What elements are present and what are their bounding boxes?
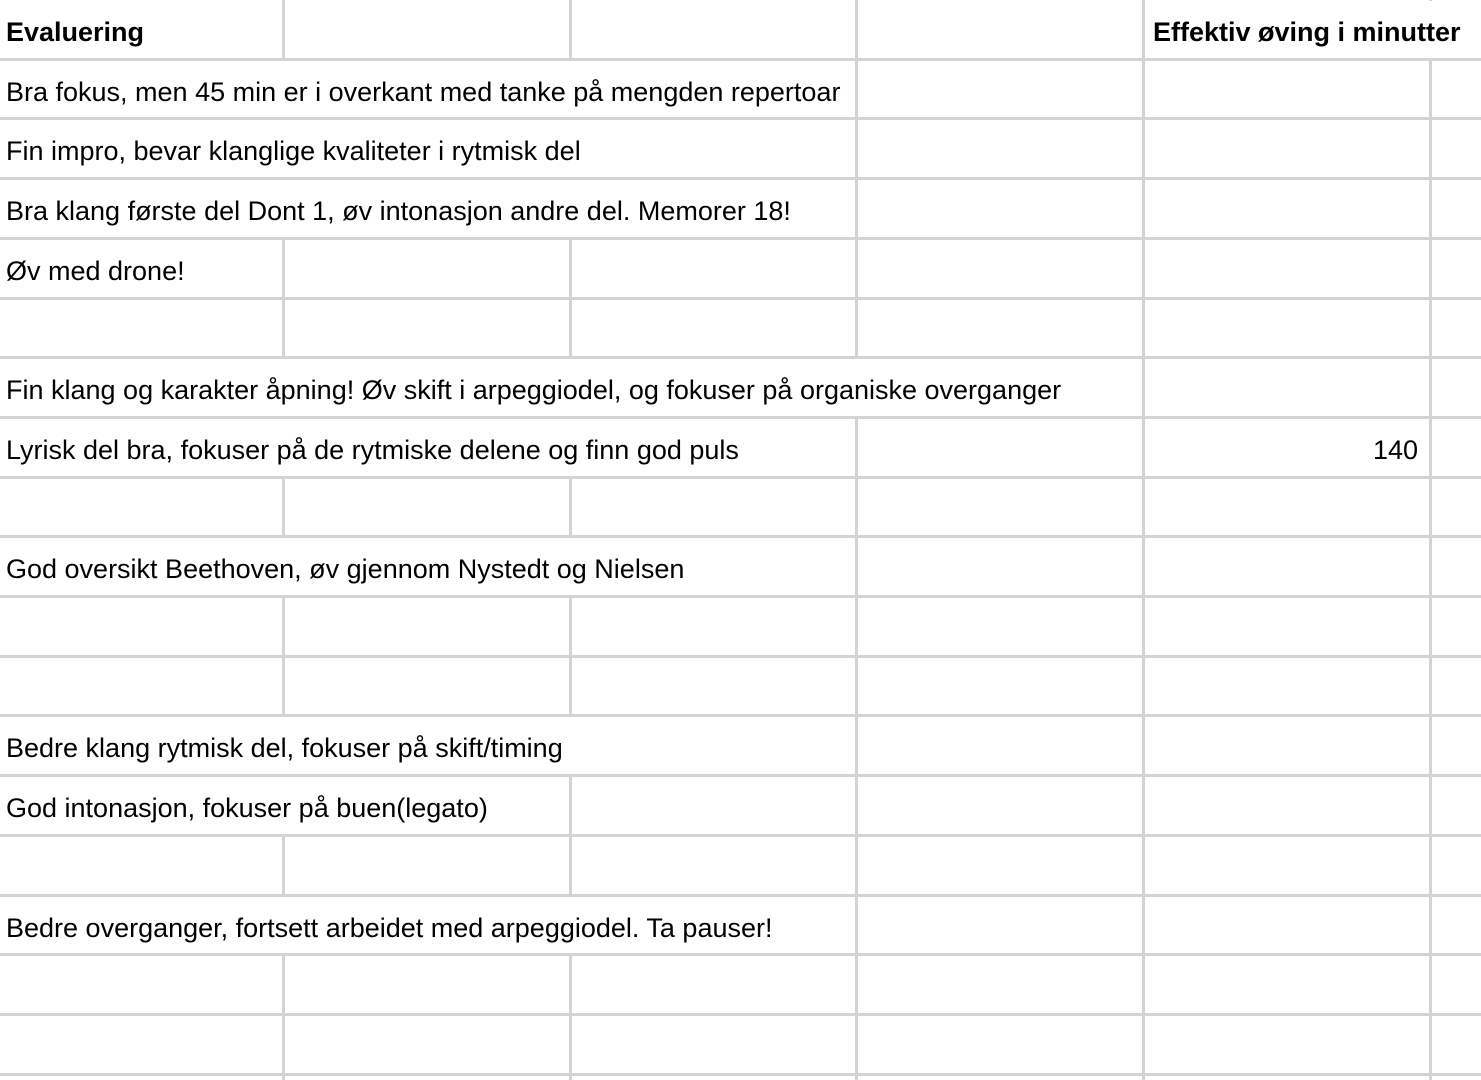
minutes-cell[interactable]: [1145, 61, 1428, 117]
minutes-cell[interactable]: [1145, 777, 1428, 834]
evaluation-cell[interactable]: [0, 479, 281, 535]
minutes-cell[interactable]: [1145, 479, 1428, 535]
evaluation-cell[interactable]: Bedre overganger, fortsett arbeidet med arpeggiodel. Ta pauser!: [0, 897, 854, 953]
minutes-cell[interactable]: [1145, 956, 1428, 1013]
minutes-cell[interactable]: [1145, 300, 1428, 356]
minutes-cell[interactable]: 140: [1372, 435, 1418, 465]
evaluation-cell[interactable]: Bra fokus, men 45 min er i overkant med tanke på mengden repertoar: [0, 61, 854, 117]
evaluation-cell[interactable]: [0, 837, 281, 894]
evaluation-cell[interactable]: Lyrisk del bra, fokuser på de rytmiske delene og finn god puls: [0, 419, 854, 476]
evaluation-cell[interactable]: God oversikt Beethoven, øv gjennom Nystedt og Nielsen: [0, 538, 854, 595]
evaluation-cell[interactable]: [0, 658, 281, 714]
minutes-cell[interactable]: [1145, 837, 1428, 894]
evaluation-cell[interactable]: Øv med drone!: [0, 240, 281, 297]
evaluation-cell[interactable]: Bra klang første del Dont 1, øv intonasjon andre del. Memorer 18!: [0, 180, 854, 237]
row-gridline: [0, 1073, 1481, 1076]
evaluation-cell[interactable]: [0, 1016, 281, 1073]
minutes-cell[interactable]: [1145, 359, 1428, 416]
minutes-cell[interactable]: [1145, 658, 1428, 714]
minutes-cell[interactable]: [1145, 180, 1428, 237]
minutes-cell[interactable]: [1145, 598, 1428, 655]
minutes-cell[interactable]: [1145, 240, 1428, 297]
evaluation-cell[interactable]: Fin impro, bevar klanglige kvaliteter i rytmisk del: [0, 120, 854, 177]
minutes-cell[interactable]: [1145, 120, 1428, 177]
header-evaluation[interactable]: Evaluering: [0, 1, 281, 58]
header-effective-practice[interactable]: Effektiv øving i minutter: [1145, 1, 1481, 58]
evaluation-cell[interactable]: [0, 598, 281, 655]
evaluation-cell[interactable]: [0, 300, 281, 356]
minutes-cell[interactable]: [1145, 538, 1428, 595]
column-gridline: [1429, 0, 1432, 1080]
evaluation-cell[interactable]: God intonasjon, fokuser på buen(legato): [0, 777, 568, 834]
evaluation-cell[interactable]: [0, 956, 281, 1013]
minutes-cell[interactable]: [1145, 717, 1428, 774]
evaluation-cell[interactable]: Bedre klang rytmisk del, fokuser på skift/timing: [0, 717, 854, 774]
column-gridline: [855, 0, 858, 1080]
minutes-cell[interactable]: [1145, 1016, 1428, 1073]
minutes-cell[interactable]: [1145, 897, 1428, 953]
evaluation-cell[interactable]: Fin klang og karakter åpning! Øv skift i arpeggiodel, og fokuser på organiske overganger: [0, 359, 1141, 416]
